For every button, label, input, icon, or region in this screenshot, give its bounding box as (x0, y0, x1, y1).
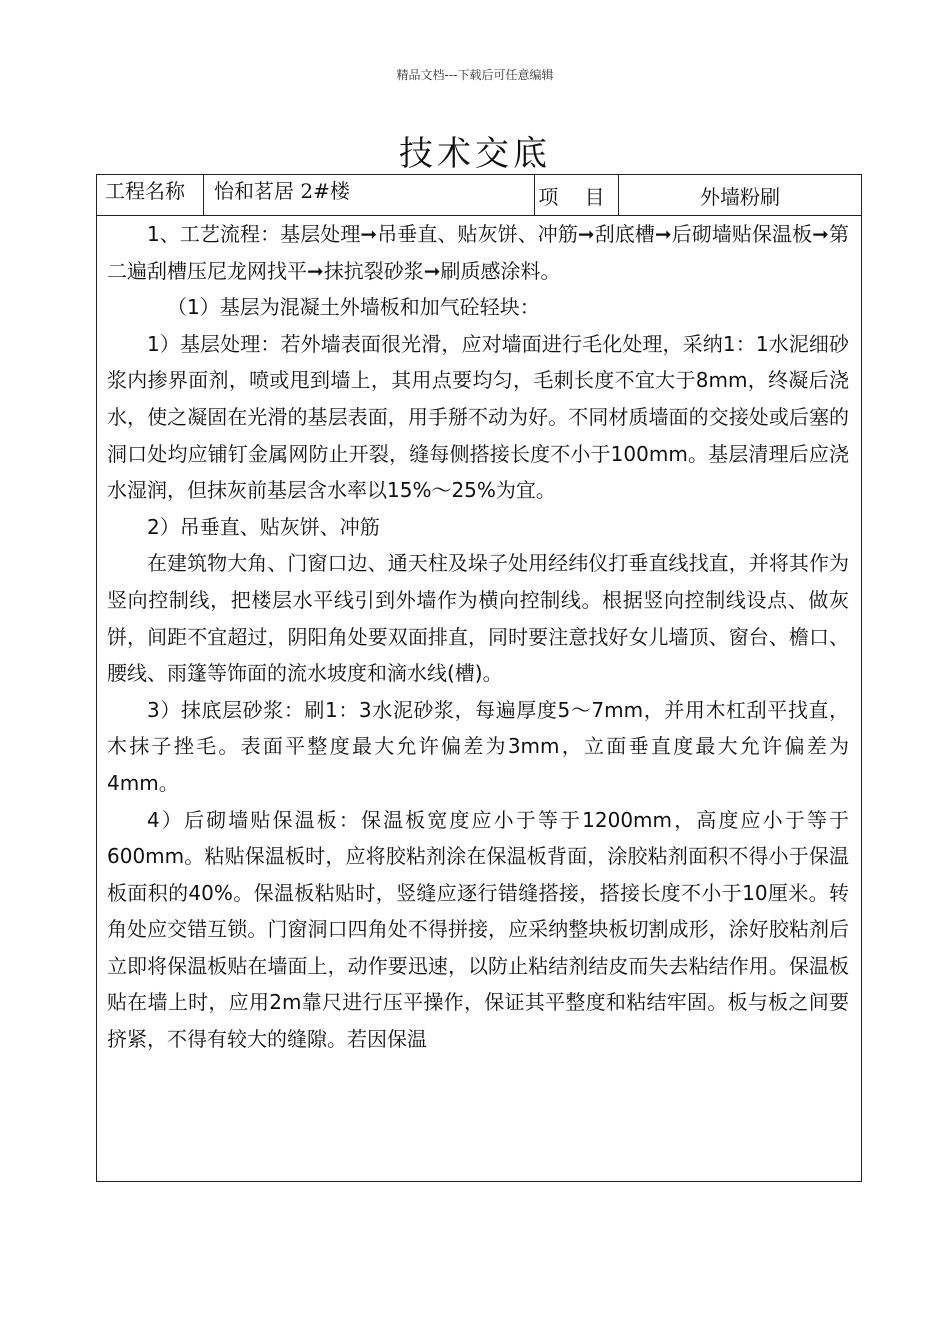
item-value: 外墙粉刷 (700, 185, 780, 209)
project-name-label: 工程名称 (97, 175, 204, 215)
disclosure-content (97, 216, 861, 1058)
project-name-value: 怡和茗居 2#楼 (204, 175, 535, 215)
project-info-row (97, 175, 861, 216)
paragraph-plumb-heading: 2）吊垂直、贴灰饼、冲筋 (147, 514, 380, 539)
paragraph-base-treatment: 1）基层处理：若外墙表面很光滑，应对墙面进行毛化处理，采纳1：1水泥细砂浆内掺界面剂，喷或甩到墙上，其用点要均匀，毛刺长度不宜大于8mm，终凝后浇水，使之凝固在光滑的基层表面，用手掰不动为好。不同材质墙面的交接处或后塞的洞口处均应铺钉金属网防止开裂，缝每侧搭接长度不小于100mm。基层清理后应浇水湿润，但抹灰前基层含水率以15%～25%为宜。 (107, 331, 849, 503)
paragraph-base-mortar: 3）抹底层砂浆：刷1：3水泥砂浆，每遍厚度5～7mm，并用木杠刮平找直，木抹子挫毛。表面平整度最大允许偏差为3mm，立面垂直度最大允许偏差为4mm。 (107, 697, 849, 795)
paragraph-insulation-board: 4）后砌墙贴保温板：保温板宽度应小于等于1200mm，高度应小于等于600mm。粘贴保温板时，应将胶粘剂涂在保温板背面，涂胶粘剂面积不得小于保温板面积的40%。保温板粘贴时，竖缝应逐行错缝搭接，搭接长度不小于10厘米。转角处应交错互锁。门窗洞口四角处不得拼接，应采纳整块板切割成形，涂好胶粘剂后立即将保温板贴在墙面上，动作要迅速，以防止粘结剂结皮而失去粘结作用。保温板贴在墙上时，应用2m靠尺进行压平操作，保证其平整度和粘结牢固。板与板之间要挤紧，不得有较大的缝隙。若因保温 (107, 807, 849, 1052)
disclosure-table (96, 174, 862, 1182)
paragraph-base-type: （1）基层为混凝土外墙板和加气砼轻块： (167, 295, 540, 320)
header-note: 精品文档---下载后可任意编辑 (396, 68, 554, 82)
page-title: 技术交底 (399, 134, 551, 174)
paragraph-process-flow: 1、工艺流程：基层处理➞吊垂直、贴灰饼、冲筋➞刮底槽➞后砌墙贴保温板➞第二遍刮槽压尼龙网找平➞抹抗裂砂浆➞刷质感涂料。 (107, 222, 849, 283)
paragraph-plumb-detail: 在建筑物大角、门窗口边、通天柱及垛子处用经纬仪打垂直线找直，并将其作为竖向控制线，把楼层水平线引到外墙作为横向控制线。根据竖向控制线设点、做灰饼，间距不宜超过，阴阳角处要双面排直，同时要注意找好女儿墙顶、窗台、檐口、腰线、雨篷等饰面的流水坡度和滴水线(槽)。 (107, 551, 849, 686)
item-label: 项 目 (535, 175, 619, 215)
